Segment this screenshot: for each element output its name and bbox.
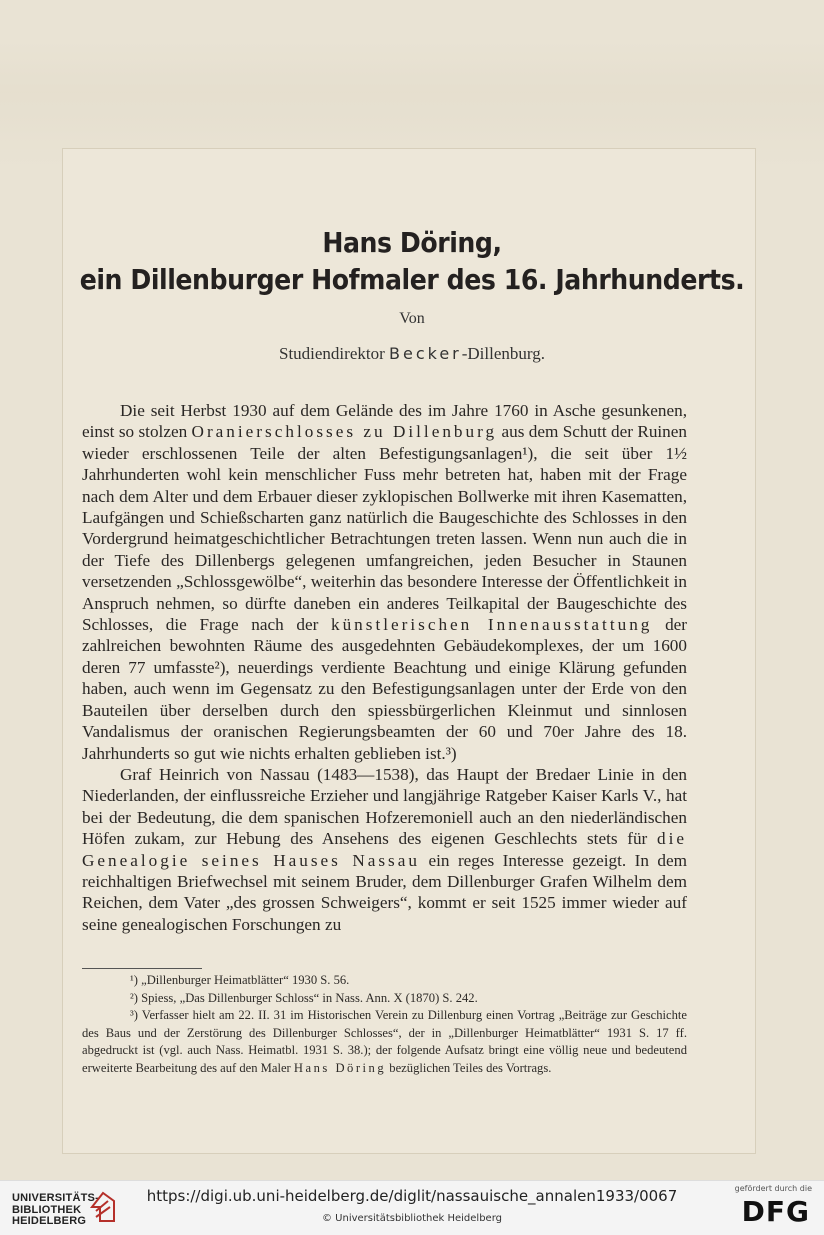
paragraph-1-text-e: der zahlreichen bewohnten Räume des ausgedehnten Gebäudekomplexes, der um 1600 deren 77 umfasste²), neuerdings verdiente Beachtung und einige Klärung gefunden haben, auch wenn im Gegensatz zu den Befestigungsanlagen unter der Erde von den Bauteilen über derselben durch den spiessbürgerlichen Kleinmut und sinnlosen Vandalismus der oranischen Regierungsbeamten der 60 und 70er Jahre des 18. Jahrhunderts so gut wie nichts erhalten geblieben ist.³) bbox=[82, 615, 688, 763]
footnote-3-text-a: ³) Verfasser hielt am 22. II. 31 im Historischen Verein zu Dillenburg einen Vortrag „Beiträge zur Geschichte des Baus und der Zerstörung des Dillenburger Schlosses“, der in „Dillenburger Heimatblätter“ 1931 S. 17 ff. abgedruckt ist (vgl. auch Nass. Heimatbl. 1931 S. 38.); der folgende Aufsatz bringt eine völlig neue und bedeutend erweiterte Bearbeitung des auf den Maler bbox=[82, 1008, 687, 1075]
article-title-line1: Hans Döring, bbox=[322, 226, 502, 259]
paragraph-1-text-a: Die seit Herbst 1930 auf dem Gelände des im Jahre 1760 in Asche gesunkenen, einst so stolzen bbox=[82, 401, 687, 442]
dfg-logo[interactable]: DFG bbox=[741, 1195, 810, 1228]
footnote-rule bbox=[82, 968, 202, 969]
library-name-line1: UNIVERSITÄTS- bbox=[12, 1192, 99, 1204]
paragraph-2-text-a: Graf Heinrich von Nassau (1483—1538), das Haupt der Bredaer Linie in den Niederlanden, der einflussreiche Erzieher und langjährige Ratgeber Kaiser Karls V., hat bei der Bedeutung, die dem spanischen Hofzeremoniell auch an den niederländischen Höfen zukam, zur Hebung des Ansehens des eigenen Geschlechts stets für bbox=[82, 764, 687, 849]
byline-author bbox=[0, 344, 824, 364]
library-name-line2: BIBLIOTHEK bbox=[12, 1203, 82, 1216]
footnotes bbox=[82, 972, 687, 1078]
emphasis-oranierschloss: Oranierschlosses zu Dillenburg bbox=[191, 422, 498, 442]
byline-von: Von bbox=[399, 310, 425, 327]
article-body bbox=[82, 400, 687, 935]
copyright-notice: © Universitätsbibliothek Heidelberg bbox=[321, 1213, 502, 1224]
paragraph-1 bbox=[82, 400, 687, 764]
paragraph-2 bbox=[82, 764, 687, 935]
paragraph-2-text-c: ein reges Interesse gezeigt. In dem reichhaltigen Briefwechsel mit seinem Bruder, dem Dillenburger Grafen Wilhelm dem Reichen, dem Vater „des grossen Schweigers“, kommt er seit 1525 immer wieder auf seine genealogischen Forschungen zu bbox=[82, 850, 688, 934]
paragraph-1-text-c: aus dem Schutt der Ruinen wieder erschlossenen Teile der alten Befestigungsanlagen¹), die seit über 1½ Jahrhunderten wohl kein menschlicher Fuss mehr betreten hat, haben mit der Frage nach dem Alter und dem Erbauer dieser zyklopischen Bollwerke mit ihren Kasematten, Laufgängen und Schießscharten ganz natürlich die Baugeschichte des Schlosses in den Vordergrund heimatgeschichtlicher Betrachtungen treten lassen. Wenn nun auch die in der Tiefe des Dillenbergs gelegenen umfangreichen, jeden Besucher in Staunen versetzenden „Schlossgewölbe“, weiterhin das besondere Interesse der Öffentlichkeit in Anspruch nehmen, so dürfte daneben ein anderes Teilkapital der Baugeschichte des Schlosses, die Frage nach der bbox=[82, 422, 687, 635]
author-name: Becker bbox=[389, 344, 462, 363]
emphasis-genealogie: die Genealogie seines Hauses Nassau bbox=[82, 829, 688, 870]
emphasis-innenausstattung: künstlerischen Innenausstattung bbox=[330, 615, 653, 635]
viewer-footer bbox=[0, 1180, 824, 1235]
funding-note: gefördert durch die bbox=[734, 1184, 812, 1193]
author-place: -Dillenburg. bbox=[461, 344, 545, 363]
footnote-1: ¹) „Dillenburger Heimatblätter“ 1930 S. 56. bbox=[130, 973, 350, 987]
library-name-line3: HEIDELBERG bbox=[12, 1215, 87, 1227]
footnote-3-emphasis: Hans Döring bbox=[293, 1060, 387, 1075]
footnote-2: ²) Spiess, „Das Dillenburger Schloss“ in Nass. Ann. X (1870) S. 242. bbox=[130, 990, 478, 1005]
footnote-3-text-c: bezüglichen Teiles des Vortrags. bbox=[389, 1060, 552, 1075]
author-title: Studiendirektor bbox=[278, 344, 385, 363]
article-title-line2: ein Dillenburger Hofmaler des 16. Jahrhunderts. bbox=[79, 263, 745, 296]
permalink-url[interactable]: https://digi.ub.uni-heidelberg.de/diglit/nassauische_annalen1933/0067 bbox=[146, 1187, 678, 1205]
footnote-3 bbox=[82, 1007, 687, 1077]
